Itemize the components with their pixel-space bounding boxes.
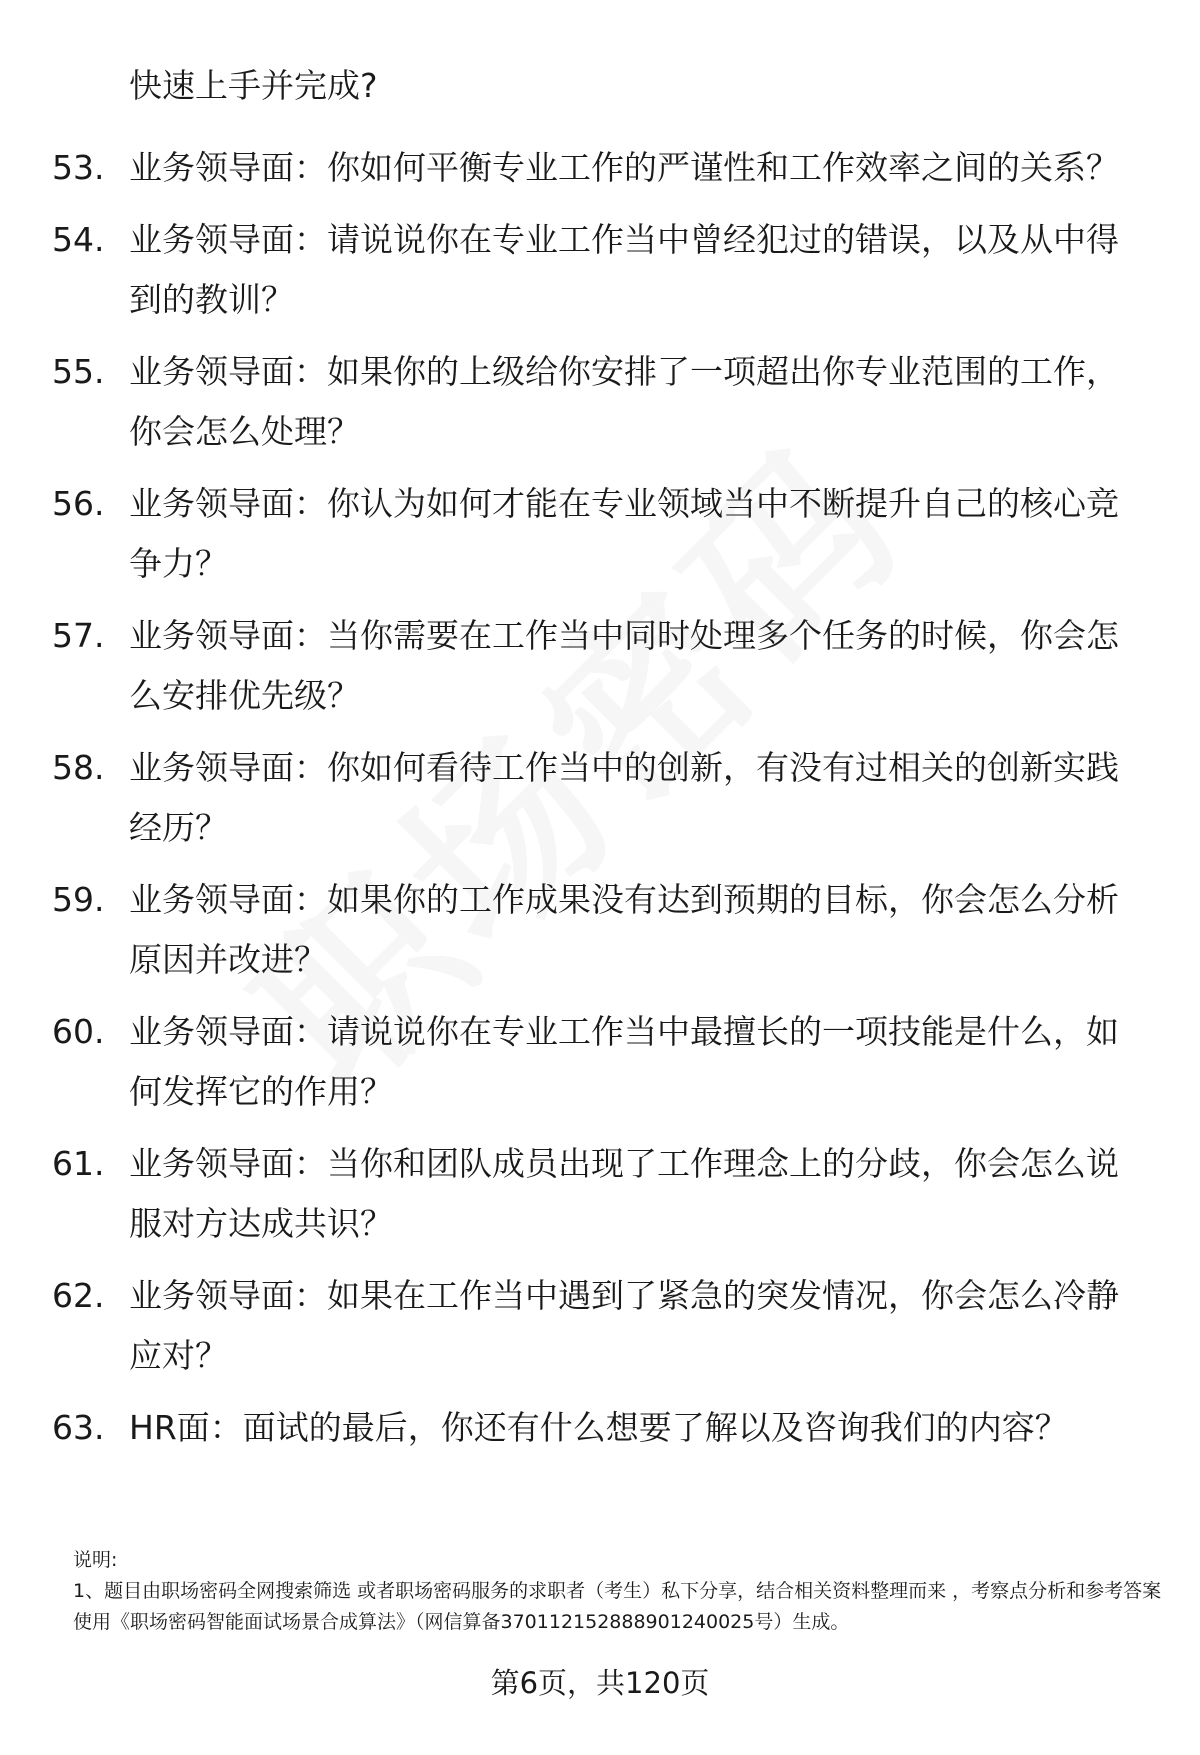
question-number: 56. — [52, 484, 105, 523]
question-text: HR面：面试的最后，你还有什么想要了解以及咨询我们的内容？ — [129, 1408, 1068, 1447]
question-text: 业务领导面：如果你的工作成果没有达到预期的目标，你会怎么分析原因并改进？ — [129, 880, 1119, 979]
question-text: 业务领导面：请说说你在专业工作当中曾经犯过的错误，以及从中得到的教训？ — [129, 220, 1119, 319]
question-item — [52, 210, 1152, 330]
notes-body: 1、题目由职场密码全网搜索筛选 或者职场密码服务的求职者（考生）私下分享，结合相关资料整理而来 ，考察点分析和参考答案使用《职场密码智能面试场景合成算法》（网信算备370112152888901240025号）生成。 — [73, 1580, 1162, 1633]
notes-heading: 说明: — [73, 1549, 118, 1571]
question-item — [52, 1134, 1152, 1254]
question-item — [52, 474, 1152, 594]
question-number: 53. — [52, 148, 105, 187]
question-text: 业务领导面：如果你的上级给你安排了一项超出你专业范围的工作，你会怎么处理？ — [129, 352, 1119, 451]
question-text: 业务领导面：请说说你在专业工作当中最擅长的一项技能是什么，如何发挥它的作用？ — [129, 1012, 1119, 1111]
question-number: 57. — [52, 616, 105, 655]
question-number: 60. — [52, 1012, 105, 1051]
question-number: 59. — [52, 880, 105, 919]
question-item — [52, 606, 1152, 726]
question-text: 业务领导面：当你需要在工作当中同时处理多个任务的时候，你会怎么安排优先级？ — [129, 616, 1119, 715]
question-item — [52, 1002, 1152, 1122]
question-number: 55. — [52, 352, 105, 391]
question-text: 业务领导面：你如何看待工作当中的创新，有没有过相关的创新实践经历？ — [129, 748, 1119, 847]
question-number: 61. — [52, 1144, 105, 1183]
notes-section — [73, 1545, 1163, 1638]
question-text: 业务领导面：当你和团队成员出现了工作理念上的分歧，你会怎么说服对方达成共识？ — [129, 1144, 1119, 1243]
question-continuation: 快速上手并完成? — [129, 66, 378, 105]
question-text: 业务领导面：如果在工作当中遇到了紧急的突发情况，你会怎么冷静应对？ — [129, 1276, 1119, 1375]
question-item — [52, 342, 1152, 462]
question-item — [52, 870, 1152, 990]
page-footer: 第6页，共120页 — [490, 1666, 710, 1700]
question-number: 54. — [52, 220, 105, 259]
question-item — [52, 138, 1152, 198]
question-text: 业务领导面：你如何平衡专业工作的严谨性和工作效率之间的关系？ — [129, 148, 1119, 187]
question-text: 业务领导面：你认为如何才能在专业领域当中不断提升自己的核心竞争力？ — [129, 484, 1119, 583]
question-list — [52, 138, 1152, 1470]
question-number: 58. — [52, 748, 105, 787]
question-number: 63. — [52, 1408, 105, 1447]
question-item — [52, 1266, 1152, 1386]
question-item — [52, 738, 1152, 858]
question-number: 62. — [52, 1276, 105, 1315]
question-item — [52, 1398, 1152, 1458]
